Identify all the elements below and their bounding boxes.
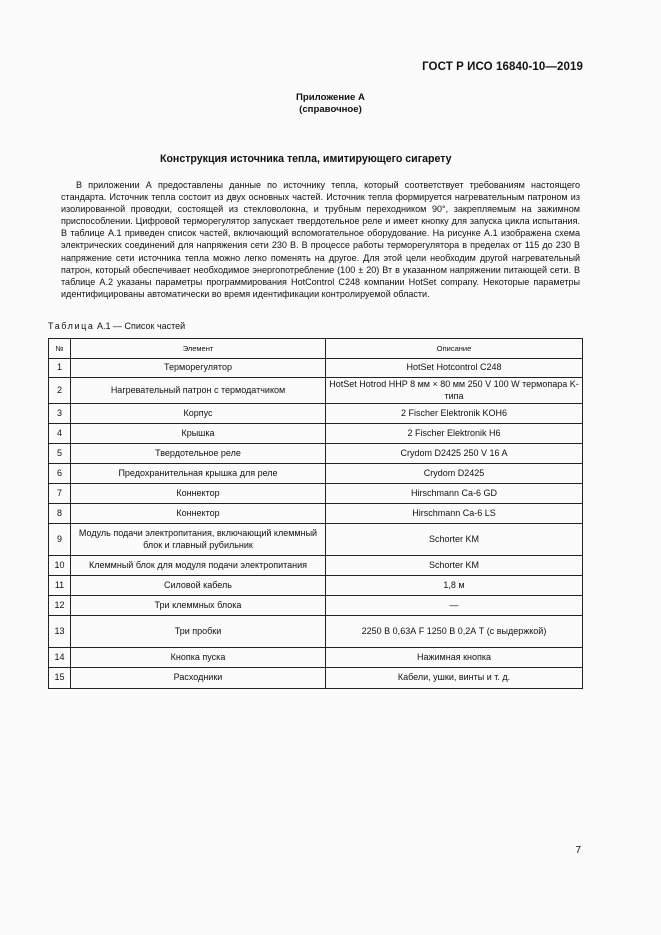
annex-subtitle: (справочное) bbox=[299, 104, 362, 115]
table-row bbox=[49, 596, 583, 616]
cell-description: Hirschmann Ca-6 LS bbox=[326, 504, 583, 524]
cell-description: HotSet Hotrod HHP 8 мм × 80 мм 250 V 100 W термопара K-типа bbox=[326, 378, 583, 404]
cell-element: Коннектор bbox=[71, 504, 326, 524]
table-row bbox=[49, 359, 583, 378]
cell-element: Силовой кабель bbox=[71, 576, 326, 596]
table-row bbox=[49, 444, 583, 464]
cell-description: — bbox=[326, 596, 583, 616]
table-caption-rest: А.1 — Список частей bbox=[94, 321, 186, 331]
cell-element: Модуль подачи электропитания, включающий клеммный блок и главный рубильник bbox=[71, 524, 326, 556]
cell-element: Твердотельное реле bbox=[71, 444, 326, 464]
cell-element: Кнопка пуска bbox=[71, 648, 326, 668]
cell-num: 13 bbox=[49, 616, 71, 648]
cell-num: 2 bbox=[49, 378, 71, 404]
cell-description: Crydom D2425 250 V 16 A bbox=[326, 444, 583, 464]
table-caption-prefix: Таблица bbox=[48, 321, 95, 331]
cell-description: Нажимная кнопка bbox=[326, 648, 583, 668]
table-row bbox=[49, 648, 583, 668]
cell-description: Schorter KM bbox=[326, 524, 583, 556]
cell-num: 6 bbox=[49, 464, 71, 484]
cell-description: Hirschmann Ca-6 GD bbox=[326, 484, 583, 504]
cell-element: Коннектор bbox=[71, 484, 326, 504]
section-title: Конструкция источника тепла, имитирующего сигарету bbox=[160, 153, 452, 165]
cell-description: Crydom D2425 bbox=[326, 464, 583, 484]
table-row bbox=[49, 524, 583, 556]
cell-num: 7 bbox=[49, 484, 71, 504]
cell-description: 2 Fischer Elektronik KOH6 bbox=[326, 404, 583, 424]
table-header-row bbox=[49, 339, 583, 359]
cell-element: Нагревательный патрон с термодатчиком bbox=[71, 378, 326, 404]
header-num: № bbox=[49, 339, 71, 359]
table-row bbox=[49, 616, 583, 648]
cell-element: Расходники bbox=[71, 668, 326, 689]
cell-description: 2250 В 0,63А F 1250 В 0,2А Т (с выдержкой) bbox=[326, 616, 583, 648]
table-row bbox=[49, 576, 583, 596]
table-row bbox=[49, 404, 583, 424]
table-row bbox=[49, 504, 583, 524]
cell-element: Три пробки bbox=[71, 616, 326, 648]
cell-element: Клеммный блок для модуля подачи электропитания bbox=[71, 556, 326, 576]
cell-num: 9 bbox=[49, 524, 71, 556]
cell-num: 10 bbox=[49, 556, 71, 576]
cell-num: 8 bbox=[49, 504, 71, 524]
cell-description: Кабели, ушки, винты и т. д. bbox=[326, 668, 583, 689]
cell-description: Schorter KM bbox=[326, 556, 583, 576]
table-row bbox=[49, 668, 583, 689]
cell-num: 3 bbox=[49, 404, 71, 424]
cell-num: 1 bbox=[49, 359, 71, 378]
table-caption bbox=[48, 321, 185, 331]
cell-num: 14 bbox=[49, 648, 71, 668]
table-row bbox=[49, 378, 583, 404]
cell-description: HotSet Hotcontrol C248 bbox=[326, 359, 583, 378]
cell-element: Терморегулятор bbox=[71, 359, 326, 378]
cell-element: Крышка bbox=[71, 424, 326, 444]
cell-description: 1,8 м bbox=[326, 576, 583, 596]
cell-num: 11 bbox=[49, 576, 71, 596]
annex-title: Приложение А bbox=[296, 92, 365, 103]
cell-num: 15 bbox=[49, 668, 71, 689]
cell-description: 2 Fischer Elektronik H6 bbox=[326, 424, 583, 444]
cell-element: Предохранительная крышка для реле bbox=[71, 464, 326, 484]
annex-heading bbox=[0, 92, 661, 116]
table-row bbox=[49, 424, 583, 444]
cell-num: 4 bbox=[49, 424, 71, 444]
standard-id: ГОСТ Р ИСО 16840-10—2019 bbox=[422, 61, 583, 73]
table-row bbox=[49, 464, 583, 484]
cell-element: Три клеммных блока bbox=[71, 596, 326, 616]
header-description: Описание bbox=[326, 339, 583, 359]
header-element: Элемент bbox=[71, 339, 326, 359]
cell-num: 12 bbox=[49, 596, 71, 616]
page-number: 7 bbox=[575, 845, 581, 856]
cell-element: Корпус bbox=[71, 404, 326, 424]
cell-num: 5 bbox=[49, 444, 71, 464]
table-row bbox=[49, 484, 583, 504]
table-row bbox=[49, 556, 583, 576]
body-paragraph: В приложении А предоставлены данные по источнику тепла, который соответствует требованиям настоящего стандарта. Источник тепла состоит из двух основных частей. Источник тепла формируется нагревательным патроном из изолированной проводки, состоящей из стекловолокна, и трубным переходником 90°, закрепляемым на зажимном приспособлении. Цифровой терморегулятор запускает твердотельное реле и имеет кнопку для запуска цикла испытания. В таблице А.1 приведен список частей, включающий вспомогательное оборудование. На рисунке А.1 изображена схема электрических соединений для напряжения сети 230 В. В процессе работы терморегулятора в пределах от 115 до 230 В напряжение сети источника тепла можно легко поменять на другое. Для этой цели необходим другой нагревательный патрон, который обеспечивает необходимое энергопотребление (100 ± 20) Вт в указанном напряжении питающей сети. В таблице А.2 указаны параметры программирования HotControl C248 компании HotSet company. Некоторые параметры идентифицированы автоматически во время идентификации контролируемой области. bbox=[61, 180, 580, 299]
parts-table bbox=[48, 338, 583, 689]
